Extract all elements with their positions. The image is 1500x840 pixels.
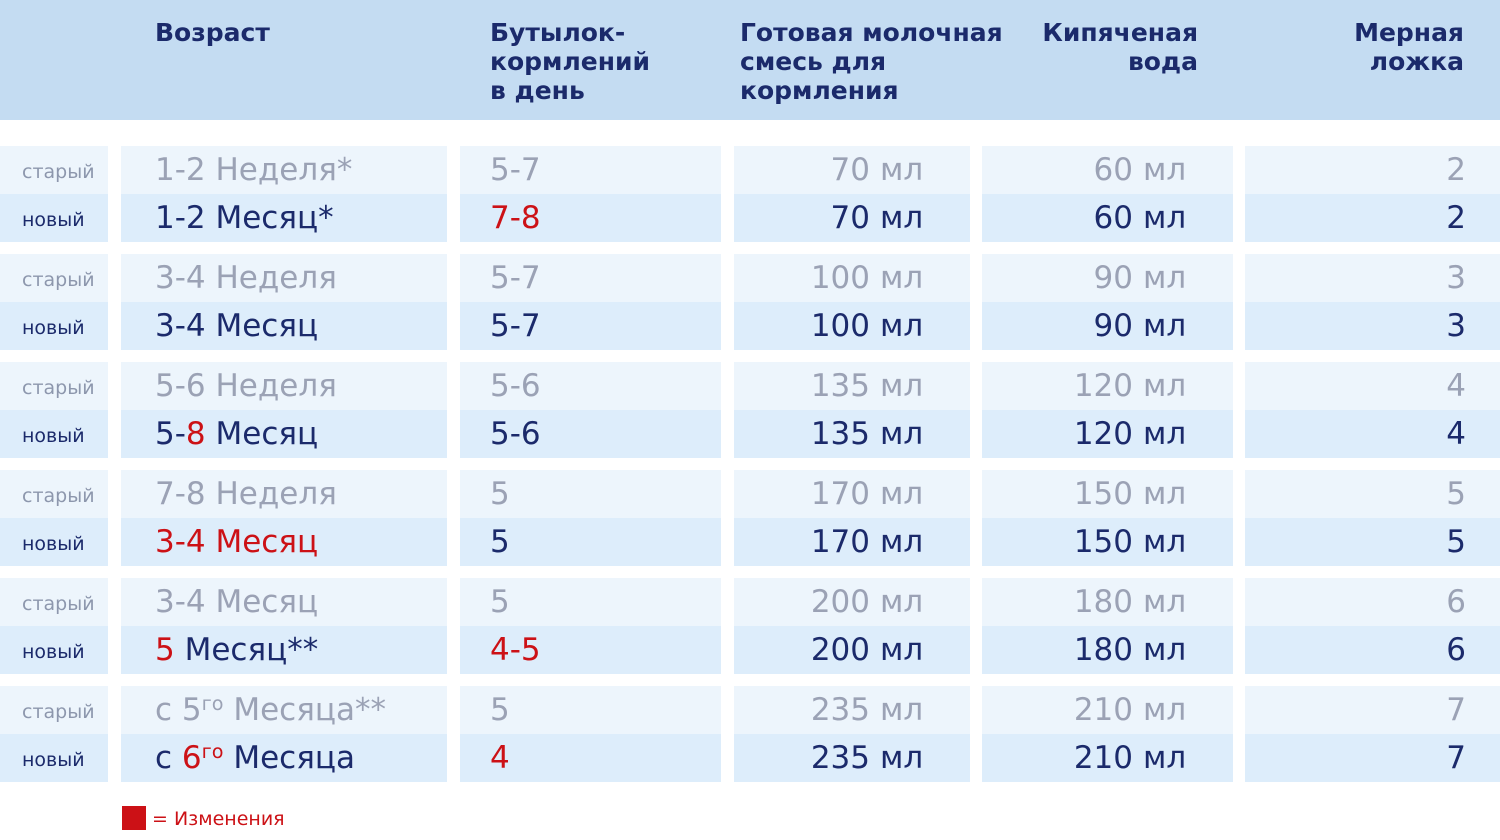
bottles-value: 4: [490, 740, 510, 776]
water-amount: 150: [1073, 524, 1133, 560]
water-unit: мл: [1143, 692, 1187, 728]
cell-spoon: [1245, 734, 1500, 782]
age-part: Месяц: [205, 416, 319, 452]
cell-label: [0, 734, 108, 782]
age-value: [155, 302, 318, 350]
cell-age: [121, 470, 447, 518]
cell-formula: [734, 470, 970, 518]
age-part: 3-4 Месяц: [155, 584, 319, 620]
age-value: [155, 410, 318, 458]
cell-label: [0, 686, 108, 734]
cell-label: [0, 194, 108, 242]
age-part: 8: [185, 416, 206, 452]
formula-amount: 200: [810, 632, 870, 668]
cell-formula: [734, 362, 970, 410]
age-part: 5-: [155, 416, 186, 452]
cell-bottles: [460, 686, 721, 734]
age-part: с: [155, 740, 182, 776]
age-part: 3-4 Месяц: [155, 308, 319, 344]
age-suffix: го: [201, 692, 224, 716]
cell-age: [121, 686, 447, 734]
water-unit: мл: [1143, 740, 1187, 776]
spoon-value: 6: [1446, 632, 1466, 668]
row-label-new: новый: [22, 209, 85, 231]
cell-spoon: [1245, 626, 1500, 674]
age-part: 1-2 Месяц*: [155, 200, 334, 236]
spoon-value: 3: [1446, 260, 1466, 296]
header-water: Кипяченая вода: [1042, 18, 1198, 76]
cell-label: [0, 146, 108, 194]
cell-age: [121, 410, 447, 458]
cell-water: [982, 254, 1233, 302]
bottles-value: 5: [490, 524, 510, 560]
formula-amount: 170: [810, 476, 870, 512]
cell-bottles: [460, 518, 721, 566]
bottles-value: 5-7: [490, 308, 541, 344]
age-value: [155, 518, 318, 566]
spoon-value: 4: [1446, 368, 1466, 404]
cell-water: [982, 734, 1233, 782]
spoon-value: 2: [1446, 200, 1466, 236]
bottles-value: 5: [490, 692, 510, 728]
row-label-new: новый: [22, 641, 85, 663]
cell-label: [0, 518, 108, 566]
cell-formula: [734, 146, 970, 194]
cell-age: [121, 194, 447, 242]
cell-age: [121, 146, 447, 194]
cell-formula: [734, 686, 970, 734]
water-amount: 90: [1093, 260, 1133, 296]
age-value: [155, 194, 334, 242]
age-part: 3-4 Месяц: [155, 524, 319, 560]
header-bottles: Бутылок- кормлений в день: [490, 18, 651, 105]
cell-bottles: [460, 626, 721, 674]
cell-spoon: [1245, 194, 1500, 242]
cell-bottles: [460, 302, 721, 350]
formula-amount: 135: [810, 416, 870, 452]
age-part: Месяца: [223, 740, 355, 776]
spoon-value: 5: [1446, 524, 1466, 560]
age-value: [155, 470, 337, 518]
formula-unit: мл: [880, 692, 924, 728]
cell-age: [121, 518, 447, 566]
spoon-value: 3: [1446, 308, 1466, 344]
formula-unit: мл: [880, 524, 924, 560]
cell-formula: [734, 734, 970, 782]
cell-label: [0, 470, 108, 518]
spoon-value: 2: [1446, 152, 1466, 188]
water-amount: 120: [1073, 368, 1133, 404]
water-unit: мл: [1143, 200, 1187, 236]
water-amount: 180: [1073, 584, 1133, 620]
spoon-value: 7: [1446, 692, 1466, 728]
age-value: [155, 146, 352, 194]
cell-spoon: [1245, 146, 1500, 194]
formula-unit: мл: [880, 416, 924, 452]
cell-formula: [734, 626, 970, 674]
cell-bottles: [460, 470, 721, 518]
age-part: 7-8 Неделя: [155, 476, 337, 512]
cell-bottles: [460, 146, 721, 194]
age-value: [155, 734, 355, 782]
legend-text: = Изменения: [152, 808, 285, 830]
cell-water: [982, 626, 1233, 674]
header-formula: Готовая молочная смесь для кормления: [740, 18, 1003, 105]
bottles-value: 5-6: [490, 368, 541, 404]
age-part: Месяца**: [223, 692, 386, 728]
age-part: 5: [181, 692, 202, 728]
formula-unit: мл: [880, 476, 924, 512]
cell-spoon: [1245, 302, 1500, 350]
cell-water: [982, 578, 1233, 626]
age-value: [155, 362, 337, 410]
cell-formula: [734, 302, 970, 350]
cell-spoon: [1245, 362, 1500, 410]
cell-water: [982, 686, 1233, 734]
cell-water: [982, 302, 1233, 350]
cell-age: [121, 626, 447, 674]
formula-unit: мл: [880, 368, 924, 404]
spoon-value: 5: [1446, 476, 1466, 512]
cell-spoon: [1245, 254, 1500, 302]
cell-water: [982, 146, 1233, 194]
cell-label: [0, 362, 108, 410]
cell-age: [121, 362, 447, 410]
age-value: [155, 578, 318, 626]
water-amount: 60: [1093, 152, 1133, 188]
formula-amount: 170: [810, 524, 870, 560]
cell-age: [121, 302, 447, 350]
formula-unit: мл: [880, 584, 924, 620]
water-amount: 60: [1093, 200, 1133, 236]
cell-age: [121, 254, 447, 302]
cell-label: [0, 410, 108, 458]
water-amount: 180: [1073, 632, 1133, 668]
water-unit: мл: [1143, 308, 1187, 344]
formula-amount: 100: [810, 260, 870, 296]
row-label-old: старый: [22, 161, 95, 183]
cell-formula: [734, 254, 970, 302]
row-label-new: новый: [22, 425, 85, 447]
header-spoon: Мерная ложка: [1354, 18, 1464, 76]
spoon-value: 4: [1446, 416, 1466, 452]
bottles-value: 5-7: [490, 260, 541, 296]
water-amount: 150: [1073, 476, 1133, 512]
cell-label: [0, 302, 108, 350]
bottles-value: 5: [490, 476, 510, 512]
row-label-old: старый: [22, 269, 95, 291]
cell-formula: [734, 518, 970, 566]
row-label-old: старый: [22, 701, 95, 723]
cell-age: [121, 734, 447, 782]
bottles-value: 7-8: [490, 200, 541, 236]
formula-amount: 235: [810, 692, 870, 728]
formula-unit: мл: [880, 740, 924, 776]
table-header: [0, 0, 1500, 120]
formula-amount: 100: [810, 308, 870, 344]
age-suffix: го: [201, 740, 224, 764]
row-label-old: старый: [22, 377, 95, 399]
water-unit: мл: [1143, 152, 1187, 188]
cell-formula: [734, 194, 970, 242]
cell-age: [121, 578, 447, 626]
water-amount: 120: [1073, 416, 1133, 452]
bottles-value: 5: [490, 584, 510, 620]
cell-water: [982, 410, 1233, 458]
spoon-value: 6: [1446, 584, 1466, 620]
age-value: [155, 686, 386, 734]
bottles-value: 5-7: [490, 152, 541, 188]
cell-spoon: [1245, 686, 1500, 734]
row-label-new: новый: [22, 317, 85, 339]
formula-unit: мл: [880, 308, 924, 344]
age-value: [155, 626, 318, 674]
cell-spoon: [1245, 410, 1500, 458]
cell-spoon: [1245, 518, 1500, 566]
water-unit: мл: [1143, 368, 1187, 404]
row-label-old: старый: [22, 485, 95, 507]
legend-swatch: [122, 806, 146, 830]
age-part: 5: [155, 632, 175, 668]
cell-formula: [734, 578, 970, 626]
formula-unit: мл: [880, 200, 924, 236]
cell-water: [982, 194, 1233, 242]
age-part: 1-2 Неделя*: [155, 152, 353, 188]
bottles-value: 5-6: [490, 416, 541, 452]
row-label-old: старый: [22, 593, 95, 615]
cell-bottles: [460, 410, 721, 458]
row-label-new: новый: [22, 749, 85, 771]
age-part: 3-4 Неделя: [155, 260, 337, 296]
formula-amount: 200: [810, 584, 870, 620]
formula-amount: 70: [830, 200, 870, 236]
cell-label: [0, 578, 108, 626]
water-unit: мл: [1143, 476, 1187, 512]
formula-amount: 235: [810, 740, 870, 776]
cell-water: [982, 518, 1233, 566]
cell-spoon: [1245, 578, 1500, 626]
water-unit: мл: [1143, 260, 1187, 296]
formula-unit: мл: [880, 260, 924, 296]
water-unit: мл: [1143, 416, 1187, 452]
cell-water: [982, 470, 1233, 518]
cell-bottles: [460, 194, 721, 242]
water-amount: 90: [1093, 308, 1133, 344]
spoon-value: 7: [1446, 740, 1466, 776]
header-age: Возраст: [155, 18, 270, 47]
water-unit: мл: [1143, 632, 1187, 668]
age-part: с: [155, 692, 182, 728]
age-part: 5-6 Неделя: [155, 368, 337, 404]
formula-unit: мл: [880, 152, 924, 188]
cell-spoon: [1245, 470, 1500, 518]
cell-bottles: [460, 254, 721, 302]
cell-bottles: [460, 734, 721, 782]
cell-water: [982, 362, 1233, 410]
cell-label: [0, 626, 108, 674]
formula-unit: мл: [880, 632, 924, 668]
water-unit: мл: [1143, 584, 1187, 620]
cell-bottles: [460, 362, 721, 410]
bottles-value: 4-5: [490, 632, 541, 668]
age-part: 6: [181, 740, 202, 776]
age-value: [155, 254, 337, 302]
row-label-new: новый: [22, 533, 85, 555]
water-amount: 210: [1073, 740, 1133, 776]
cell-bottles: [460, 578, 721, 626]
formula-amount: 70: [830, 152, 870, 188]
cell-formula: [734, 410, 970, 458]
water-amount: 210: [1073, 692, 1133, 728]
cell-label: [0, 254, 108, 302]
age-part: Месяц**: [174, 632, 319, 668]
water-unit: мл: [1143, 524, 1187, 560]
formula-amount: 135: [810, 368, 870, 404]
